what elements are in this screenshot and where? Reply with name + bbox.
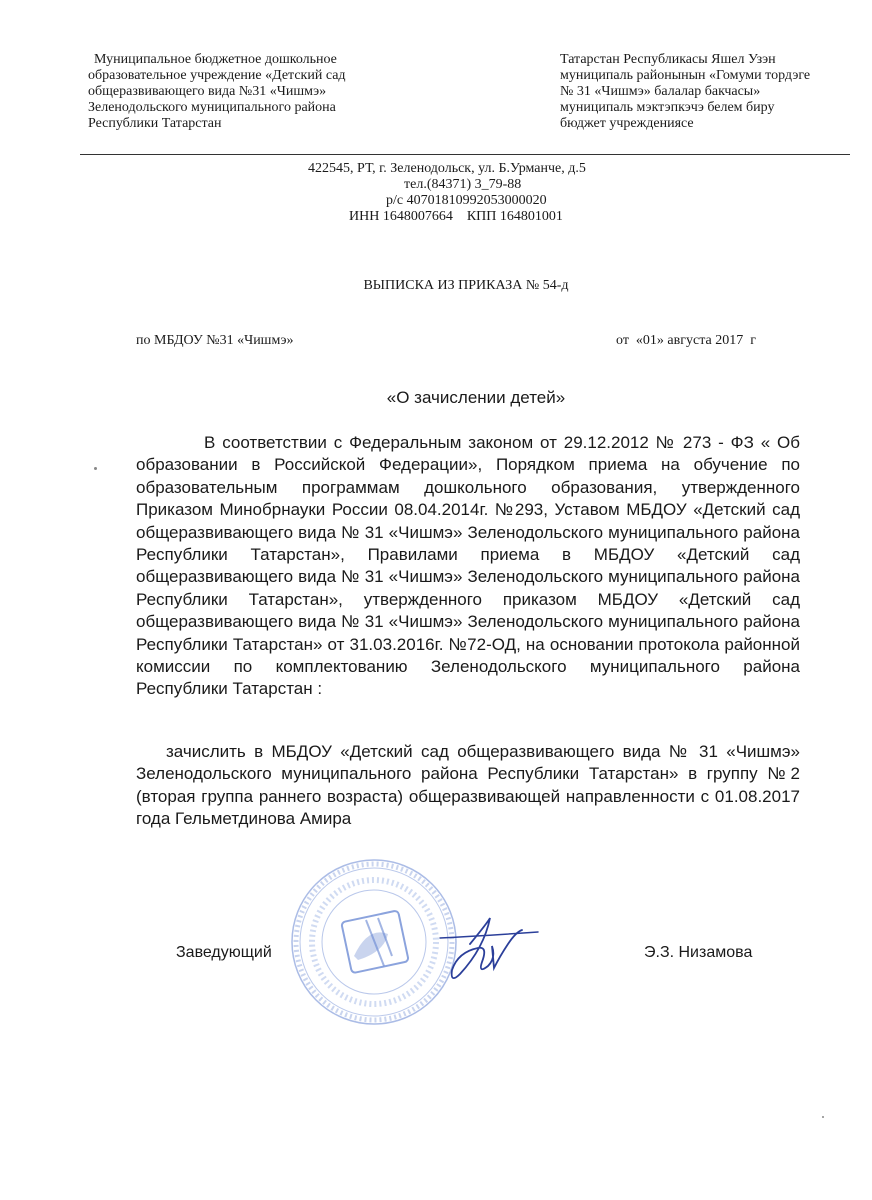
header-right-line: № 31 «Чишмэ» балалар бакчасы»: [560, 84, 761, 99]
header-right-block: [560, 52, 860, 132]
preamble-paragraph: В соответствии с Федеральным законом от 29.12.2012 № 273 - ФЗ « Об образовании в Российской Федерации», Порядком приема на обучение по образовательным программам дошкольного образования, утвержденного Приказом Минобрнауки России 08.04.2014г. №293, Уставом МБДОУ «Детский сад общеразвивающего вида № 31 «Чишмэ» Зеленодольского муниципального района Республики Татарстан», Правилами приема в МБДОУ «Детский сад общеразвивающего вида № 31 «Чишмэ» Зеленодольского муниципального района Республики Татарстан», утвержденного приказом МБДОУ «Детский сад общеразвивающего вида № 31 «Чишмэ» Зеленодольского муниципального района Республики Татарстан» от 31.03.2016г. №72-ОД, на основании протокола районной комиссии по комплектованию Зеленодольского муниципального района Республики Татарстан :: [136, 433, 800, 699]
header-left-block: [88, 52, 418, 132]
tax-ids-line: ИНН 1648007664 КПП 164801001: [349, 209, 563, 224]
account-line: р/с 40701810992053000020: [386, 193, 547, 208]
scan-speck: [822, 1116, 824, 1118]
order-subject: «О зачислении детей»: [386, 388, 566, 407]
header-left-line: общеразвивающего вида №31 «Чишмэ»: [88, 84, 327, 99]
header-left-line: образовательное учреждение «Детский сад: [88, 68, 346, 83]
date-line: от «01» августа 2017 г: [616, 333, 756, 348]
header-left-line: Муниципальное бюджетное дошкольное: [94, 52, 337, 67]
organization-line: по МБДОУ №31 «Чишмэ»: [136, 333, 294, 348]
header-left-line: Республики Татарстан: [88, 116, 222, 131]
contacts-block: [0, 161, 872, 225]
header-right-line: муниципаль районынын «Гомуми тордэге: [560, 68, 811, 83]
document-title: ВЫПИСКА ИЗ ПРИКАЗА № 54-д: [363, 278, 569, 293]
signatory-role: Заведующий: [176, 944, 272, 961]
address-line: 422545, РТ, г. Зеленодольск, ул. Б.Урманче, д.5: [308, 161, 586, 176]
scan-speck: [94, 467, 97, 470]
phone-line: тел.(84371) 3_79-88: [404, 177, 522, 192]
header-right-line: бюджет учреждениясе: [560, 116, 694, 131]
enrollment-paragraph: зачислить в МБДОУ «Детский сад общеразвивающего вида № 31 «Чишмэ» Зеленодольского муниципального района Республики Татарстан» в группу №2 (вторая группа раннего возраста) общеразвивающей направленности с 01.08.2017 года Гельметдинова Амира: [136, 742, 800, 829]
header-left-line: Зеленодольского муниципального района: [88, 100, 336, 115]
header-divider: [80, 154, 850, 155]
signatory-name: Э.З. Низамова: [644, 944, 753, 961]
header-right-line: Татарстан Республикасы Яшел Узэн: [560, 52, 776, 67]
handwritten-signature-icon: [430, 908, 540, 988]
header-right-line: муниципаль мэктэпкэчэ белем биру: [560, 100, 775, 115]
